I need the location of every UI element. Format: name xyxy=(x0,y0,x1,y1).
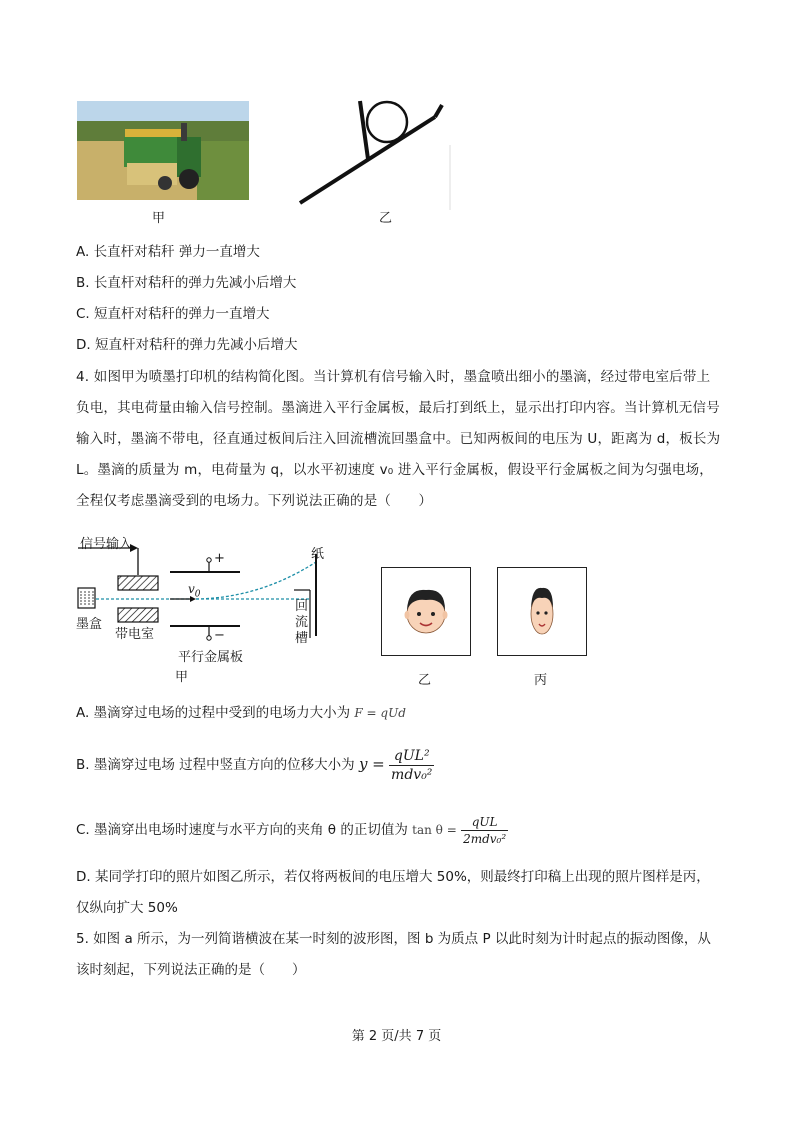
figure-jia-caption: 甲 xyxy=(152,211,166,226)
q4-option-b-denominator: mdv₀² xyxy=(391,766,433,783)
q4-option-c-text: C. 墨滴穿出电场时速度与水平方向的夹角 θ 的正切值为 xyxy=(76,822,408,838)
signal-input-label: 信号输入 xyxy=(80,537,133,552)
ink-box-label: 墨盒 xyxy=(76,617,103,632)
q4-option-b-text: B. 墨滴穿过电场 过程中竖直方向的位移大小为 xyxy=(76,757,355,773)
q4-option-a xyxy=(76,703,406,723)
diagram-yi-caption: 乙 xyxy=(418,673,432,688)
figure-yi-caption: 乙 xyxy=(379,211,393,226)
incline-diagram xyxy=(290,95,455,210)
inkjet-diagram xyxy=(70,528,340,684)
q4-option-b-fraction xyxy=(389,747,434,784)
page-footer: 第 2 页/共 7 页 xyxy=(351,1029,442,1044)
q4-option-b-numerator: qUL² xyxy=(389,747,434,766)
harvester-photo xyxy=(77,101,249,200)
return-trough-label-1: 回 xyxy=(295,599,309,614)
q4-option-d-line2: 仅纵向扩大 50% xyxy=(76,900,178,916)
q4-option-c-numerator: qUL xyxy=(461,814,508,831)
q4-option-d-line1: D. 某同学打印的照片如图乙所示，若仅将两板间的电压增大 50%，则最终打印稿上出现的照片图样是丙， xyxy=(76,869,710,885)
velocity-label xyxy=(188,582,201,599)
incline-diagram-drawing xyxy=(290,95,455,210)
diagram-jia-caption: 甲 xyxy=(175,670,189,685)
q4-option-a-formula: F = qUd xyxy=(354,706,406,720)
q3-option-d: D. 短直杆对秸秆的弹力先减小后增大 xyxy=(76,337,298,353)
velocity-subscript: 0 xyxy=(194,589,201,600)
q4-stem: 4. 如图甲为喷墨打印机的结构简化图。当计算机有信号输入时，墨盒喷出细小的墨滴，经过带电室后带上负电，其电荷量由输入信号控制。墨滴进入平行金属板，最后打到纸上，显示出打印内容。当计算机无信号输入时，墨滴不带电，径直通过板间后注入回流槽流回墨盒中。已知两板间的电压为 U，距离为 d，板长为 L。墨滴的质量为 m，电荷量为 q，以水平初速度 v₀ 进入平行金属板，假设平行金属板之间为匀强电场，全程仅考虑墨滴受到的电场力。下列说法正确的是（ ） xyxy=(76,369,721,509)
q3-option-a: A. 长直杆对秸秆 弹力一直增大 xyxy=(76,244,260,260)
q4-option-c-denominator: 2mdv₀² xyxy=(463,831,507,846)
face-bing-drawing xyxy=(498,568,586,655)
plus-terminal: + xyxy=(214,551,225,566)
charge-chamber-label: 带电室 xyxy=(115,627,155,642)
photo-bing-frame xyxy=(497,567,587,656)
q4-option-c xyxy=(76,810,508,850)
q4-option-c-lhs: tan θ = xyxy=(412,823,457,837)
diagram-bing-caption: 丙 xyxy=(534,673,548,688)
return-trough-label-2: 流 xyxy=(295,615,309,630)
q5-line2: 该时刻起，下列说法正确的是（ ） xyxy=(76,962,306,978)
q5-line1: 5. 如图 a 所示，为一列简谐横波在某一时刻的波形图，图 b 为质点 P 以此时刻为计时起点的振动图像，从 xyxy=(76,931,711,947)
harvester-photo-drawing xyxy=(77,101,249,200)
minus-terminal: − xyxy=(214,628,225,643)
plates-label: 平行金属板 xyxy=(178,650,244,665)
return-trough-label-3: 槽 xyxy=(295,631,309,646)
q4-option-a-text: A. 墨滴穿过电场的过程中受到的电场力大小为 xyxy=(76,705,351,721)
q3-option-c: C. 短直杆对秸秆的弹力一直增大 xyxy=(76,306,270,322)
photo-yi-frame xyxy=(381,567,471,656)
velocity-symbol: v xyxy=(188,582,195,596)
q4-option-b-lhs: y = xyxy=(358,755,385,773)
q4-option-b xyxy=(76,742,434,787)
paper-label: 纸 xyxy=(311,547,325,562)
q3-option-b: B. 长直杆对秸秆的弹力先减小后增大 xyxy=(76,275,297,291)
q4-option-c-fraction xyxy=(461,814,508,847)
face-yi-drawing xyxy=(382,568,470,655)
